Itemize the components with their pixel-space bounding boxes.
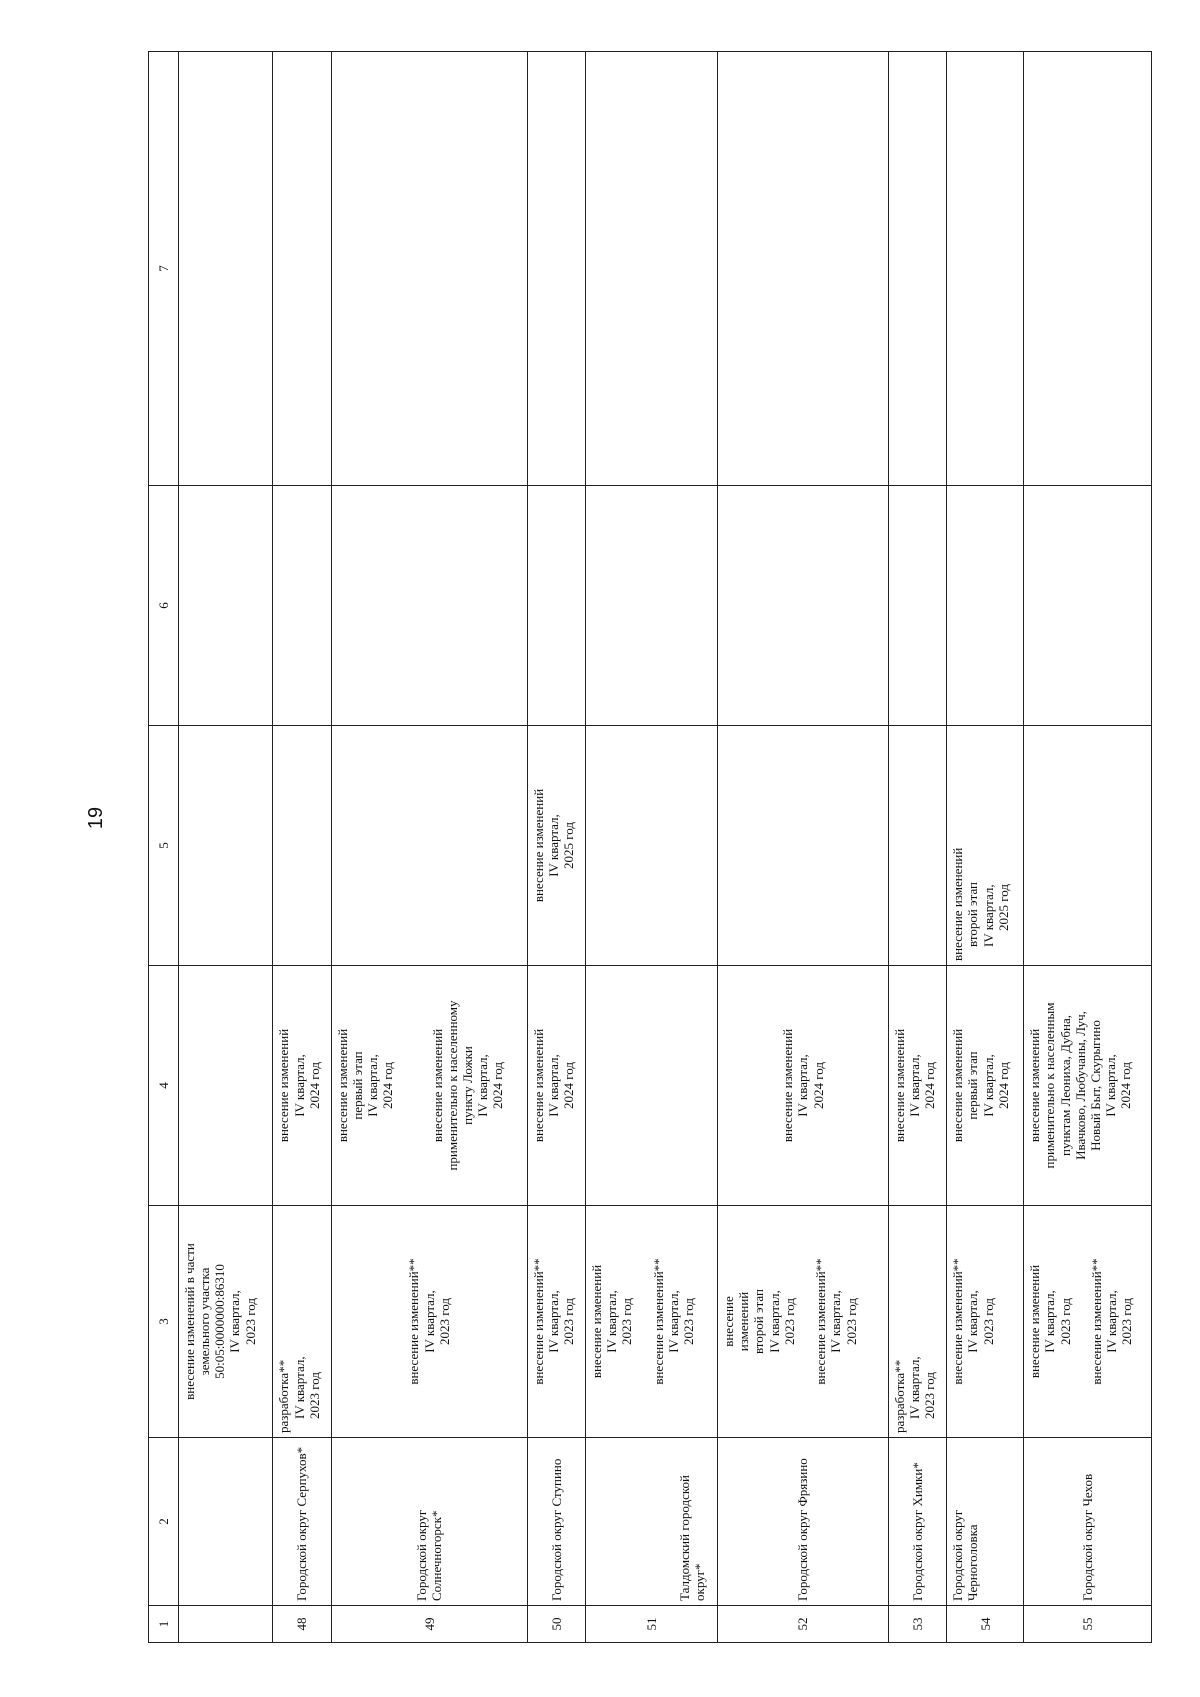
- row-number: 51: [585, 1606, 717, 1643]
- cell-line: Ивачково, Любучаны, Луч,: [1072, 1011, 1088, 1160]
- cell-line: IV квартал,: [980, 884, 996, 947]
- cell-line: внесение изменений: [588, 1264, 604, 1379]
- cell-line: внесение изменений**: [1088, 1258, 1104, 1385]
- cell-col4: [888, 966, 946, 1206]
- cell-col5: [947, 726, 1024, 966]
- cell-col3: [273, 1206, 331, 1438]
- cell-line: 50:05:0000000:86310: [212, 1264, 228, 1379]
- cell-line: IV квартал,: [604, 1290, 620, 1353]
- cell-col6: [178, 486, 273, 726]
- cell-line: внесение изменений: [334, 1028, 350, 1143]
- cell-line: внесение изменений: [530, 1028, 546, 1143]
- cell-line: внесение изменений: [1027, 1028, 1043, 1143]
- spacer: [396, 970, 430, 1201]
- table-row: [888, 52, 946, 1643]
- cell-line: 2023 год: [560, 1298, 576, 1345]
- cell-line: 2023 год: [1057, 1298, 1073, 1345]
- cell-line: внесение изменений**: [950, 1258, 966, 1385]
- municipality-name: Городской округ Серпухов*: [273, 1438, 331, 1606]
- cell-col5: [585, 726, 717, 966]
- cell-col6: [947, 486, 1024, 726]
- cell-line: внесение изменений**: [813, 1258, 829, 1385]
- cell-line: внесение: [721, 1296, 737, 1347]
- cell-line: Новый Быт, Скурыгино: [1088, 1020, 1103, 1151]
- cell-line: IV квартал,: [1103, 1054, 1119, 1117]
- cell-col6: [888, 486, 946, 726]
- cell-col7: [331, 52, 527, 486]
- cell-col5: [1024, 726, 1152, 966]
- cell-col5: [718, 726, 889, 966]
- spacer: [797, 1210, 813, 1433]
- cell-line: IV квартал,: [980, 1054, 996, 1117]
- cell-line: IV квартал,: [1042, 1290, 1058, 1353]
- cell-col3: [718, 1206, 889, 1438]
- cell-line: 2024 год: [922, 1062, 938, 1109]
- spacer: [635, 1210, 651, 1433]
- cell-col6: [331, 486, 527, 726]
- cell-line: изменений: [736, 1291, 752, 1352]
- spacer: [1073, 1210, 1089, 1433]
- cell-line: IV квартал,: [795, 1054, 811, 1117]
- cell-line: внесение изменений: [950, 847, 966, 961]
- cell-line: IV квартал,: [291, 1054, 307, 1117]
- cell-line: внесение изменений**: [650, 1258, 666, 1385]
- cell-col6: [1024, 486, 1152, 726]
- cell-line: внесение изменений**: [406, 1258, 422, 1385]
- cell-line: IV квартал,: [291, 1356, 307, 1419]
- cell-line: второй этап: [965, 881, 981, 947]
- municipality-name: Городской округ Химки*: [888, 1438, 946, 1606]
- cell-col3: [947, 1206, 1024, 1438]
- cell-line: внесение изменений: [891, 1028, 907, 1143]
- cell-col4: [947, 966, 1024, 1206]
- column-header: 7: [149, 52, 179, 486]
- cell-col6: [527, 486, 585, 726]
- cell-col4: [178, 966, 273, 1206]
- cell-line: внесение изменений**: [530, 1258, 546, 1385]
- cell-line: IV квартал,: [965, 1290, 981, 1353]
- cell-line: 2023 год: [619, 1298, 635, 1345]
- cell-line: 2023 год: [922, 1372, 938, 1419]
- municipality-name: Городской округ Ступино: [527, 1438, 585, 1606]
- cell-line: внесение изменений: [1027, 1264, 1043, 1379]
- table-row: [273, 52, 331, 1643]
- table-row: [718, 52, 889, 1643]
- cell-line: IV квартал,: [828, 1290, 844, 1353]
- cell-col7: [947, 52, 1024, 486]
- rotated-page: [148, 52, 1152, 1643]
- cell-line: IV квартал,: [1104, 1290, 1119, 1353]
- municipality-name: Городской округ Фрязино: [718, 1438, 889, 1606]
- cell-line: IV квартал,: [906, 1356, 922, 1419]
- cell-line: IV квартал,: [766, 1290, 782, 1353]
- column-header: 6: [149, 486, 179, 726]
- row-number: 54: [947, 1606, 1024, 1643]
- cell-line: внесение изменений: [429, 1028, 445, 1143]
- cell-col3: [1024, 1206, 1152, 1438]
- cell-col4: [273, 966, 331, 1206]
- cell-line: IV квартал,: [227, 1290, 243, 1353]
- cell-line: 2024 год: [380, 1062, 396, 1109]
- cell-line: внесение изменений в части: [181, 1243, 197, 1400]
- row-number: 50: [527, 1606, 585, 1643]
- cell-line: 2025 год: [560, 822, 576, 869]
- cell-line: 2023 год: [843, 1298, 859, 1345]
- cell-col4: [1024, 966, 1152, 1206]
- municipality-name: Городской округ Черноголовка: [947, 1438, 1024, 1606]
- cell-col7: [273, 52, 331, 486]
- table-row: [585, 52, 717, 1643]
- cell-line: 2024 год: [306, 1062, 322, 1109]
- table-row: [947, 52, 1024, 1643]
- table-row: [331, 52, 527, 1643]
- cell-line: IV квартал,: [545, 1054, 561, 1117]
- cell-col5: [331, 726, 527, 966]
- cell-line: 2024 год: [490, 1062, 506, 1109]
- table-row: [1024, 52, 1152, 1643]
- cell-col4: [331, 966, 527, 1206]
- cell-line: 2023 год: [306, 1372, 322, 1419]
- cell-line: 2024 год: [995, 1062, 1011, 1109]
- cell-line: 2023 год: [980, 1298, 996, 1345]
- cell-line: 2024 год: [560, 1062, 576, 1109]
- cell-line: 2024 год: [1118, 1062, 1134, 1109]
- page-number: 19: [85, 806, 107, 830]
- cell-col3: [585, 1206, 717, 1438]
- cell-line: внесение изменений: [780, 1028, 796, 1143]
- cell-line: 2023 год: [781, 1298, 797, 1345]
- cell-line: IV квартал,: [665, 1290, 681, 1353]
- row-number: [178, 1606, 273, 1643]
- row-number: 48: [273, 1606, 331, 1643]
- column-header: 5: [149, 726, 179, 966]
- cell-col6: [273, 486, 331, 726]
- municipality-name: Городской округ Солнечногорск*: [331, 1438, 527, 1606]
- cell-line: разработка**: [891, 1359, 907, 1433]
- cell-col7: [718, 52, 889, 486]
- cell-col6: [718, 486, 889, 726]
- column-number-row: [149, 52, 179, 1643]
- cell-line: применительно к населенному: [444, 1000, 460, 1171]
- cell-col4: [718, 966, 889, 1206]
- municipality-name: Талдомский городской округ*: [585, 1438, 717, 1606]
- cell-line: IV квартал,: [545, 814, 561, 877]
- cell-line: второй этап: [751, 1289, 767, 1355]
- cell-col7: [178, 52, 273, 486]
- row-number: 53: [888, 1606, 946, 1643]
- cell-line: 2023 год: [680, 1298, 696, 1345]
- cell-col4: [585, 966, 717, 1206]
- cell-col7: [1024, 52, 1152, 486]
- cell-col5: [178, 726, 273, 966]
- cell-line: земельного участка: [196, 1267, 212, 1376]
- column-header: 2: [149, 1438, 179, 1606]
- cell-line: пунктам Леониха, Дубна,: [1057, 1015, 1073, 1156]
- cell-col7: [527, 52, 585, 486]
- column-header: 1: [149, 1606, 179, 1643]
- municipality-name: Городской округ Чехов: [1024, 1438, 1152, 1606]
- cell-line: IV квартал,: [421, 1290, 437, 1353]
- cell-col6: [585, 486, 717, 726]
- cell-line: разработка**: [276, 1359, 292, 1433]
- cell-line: пункту Ложки: [459, 1046, 475, 1125]
- cell-col3: [178, 1206, 273, 1438]
- cell-col5: [273, 726, 331, 966]
- cell-line: применительно к населенным: [1042, 1002, 1058, 1169]
- cell-line: 2023 год: [1119, 1298, 1135, 1345]
- cell-col4: [527, 966, 585, 1206]
- cell-col5: [527, 726, 585, 966]
- row-number: 55: [1024, 1606, 1152, 1643]
- cell-col7: [888, 52, 946, 486]
- column-header: 4: [149, 966, 179, 1206]
- cell-line: 2023 год: [436, 1298, 452, 1345]
- cell-line: 2024 год: [810, 1062, 826, 1109]
- cell-col3: [888, 1206, 946, 1438]
- cell-line: 2025 год: [995, 884, 1011, 931]
- municipality-name: [178, 1438, 273, 1606]
- cell-line: IV квартал,: [475, 1054, 491, 1117]
- cell-line: первый этап: [349, 1051, 365, 1120]
- cell-line: внесение изменений: [276, 1028, 292, 1143]
- row-number: 49: [331, 1606, 527, 1643]
- cell-line: 2023 год: [242, 1298, 258, 1345]
- table-row: [178, 52, 273, 1643]
- cell-line: внесение изменений: [950, 1028, 966, 1143]
- cell-col3: [331, 1206, 527, 1438]
- cell-line: IV квартал,: [545, 1290, 561, 1353]
- cell-line: первый этап: [965, 1051, 981, 1120]
- cell-line: IV квартал,: [365, 1054, 381, 1117]
- cell-col3: [527, 1206, 585, 1438]
- row-number: 52: [718, 1606, 889, 1643]
- column-header: 3: [149, 1206, 179, 1438]
- table-row: [527, 52, 585, 1643]
- cell-line: IV квартал,: [906, 1054, 922, 1117]
- cell-col5: [888, 726, 946, 966]
- cell-col7: [585, 52, 717, 486]
- cell-line: внесение изменений: [530, 788, 546, 903]
- planning-schedule-table: [148, 51, 1152, 1643]
